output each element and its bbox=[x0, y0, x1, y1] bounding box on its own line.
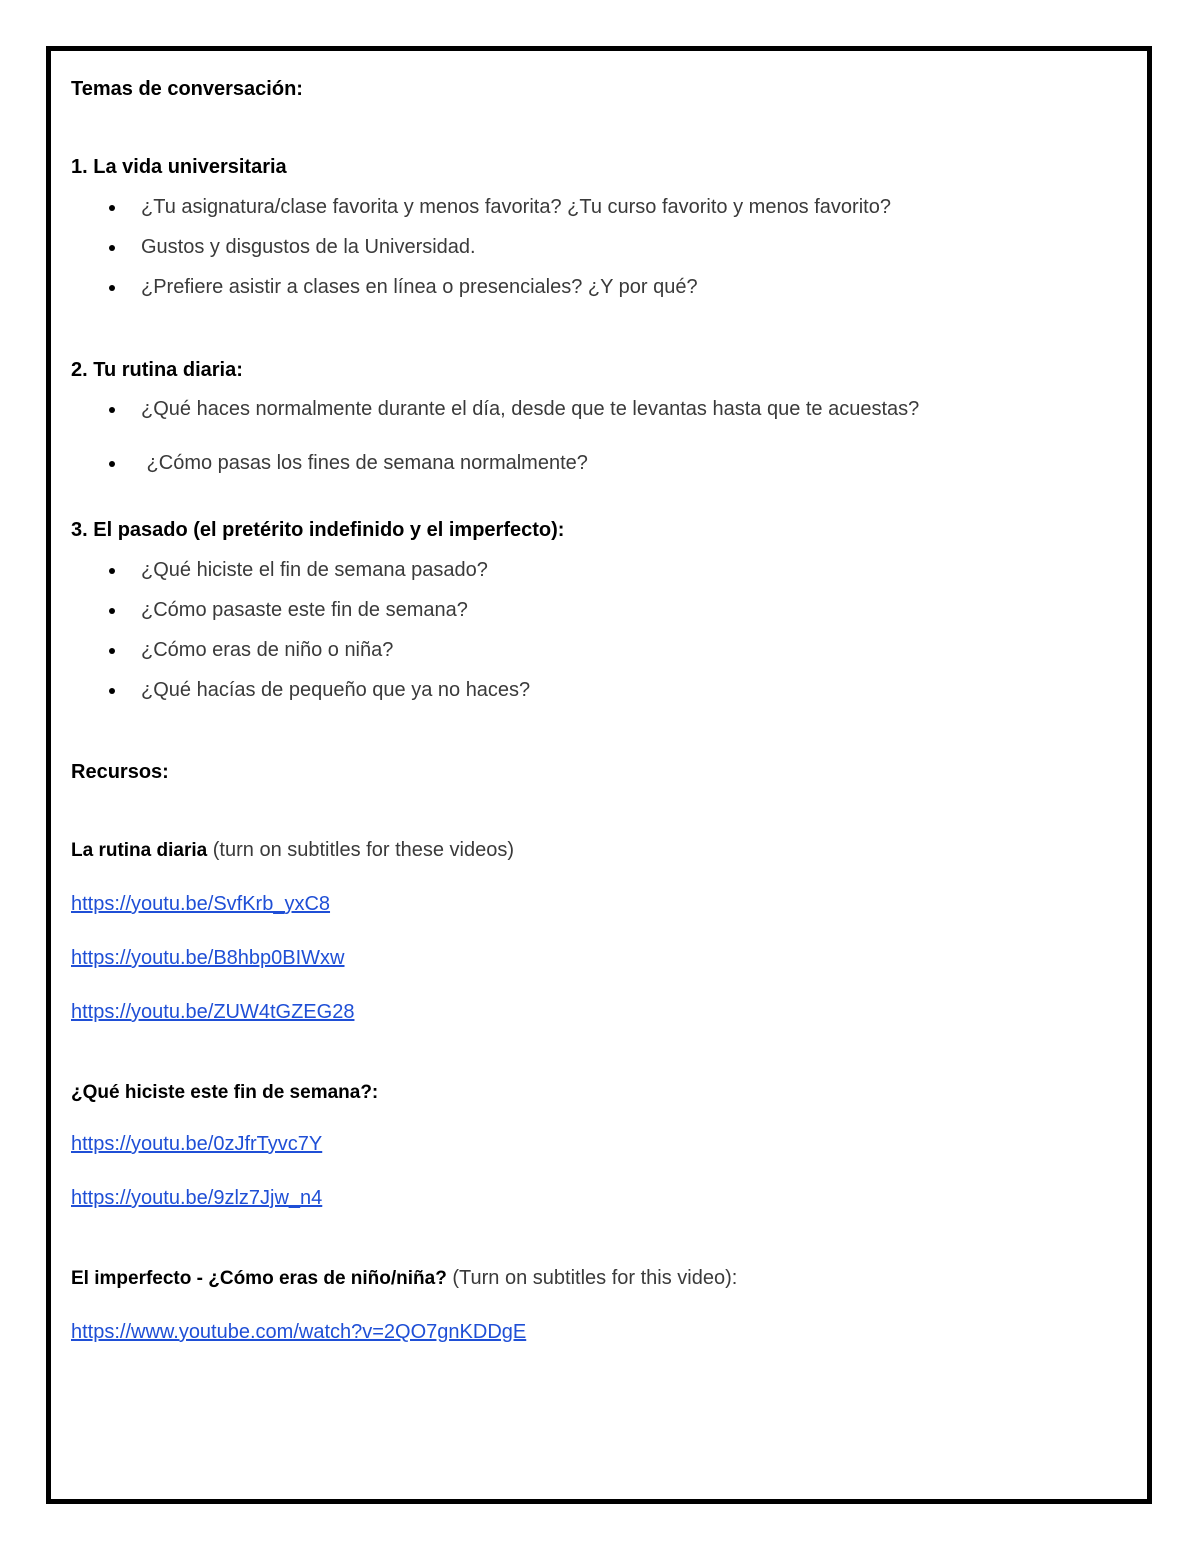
document-border bbox=[46, 46, 1152, 1504]
list-item: ¿Tu asignatura/clase favorita y menos favorita? ¿Tu curso favorito y menos favorito? bbox=[71, 195, 891, 219]
video-link[interactable]: https://youtu.be/B8hbp0BIWxw bbox=[71, 947, 345, 969]
bullet-icon bbox=[109, 285, 115, 291]
document-heading: Temas de conversación: bbox=[71, 78, 303, 100]
bullet-icon bbox=[109, 648, 115, 654]
bullet-icon bbox=[109, 608, 115, 614]
bullet-icon bbox=[109, 688, 115, 694]
section-3-title: 3. El pasado (el pretérito indefinido y el imperfecto): bbox=[71, 519, 565, 541]
resource-group-1-title: La rutina diaria (turn on subtitles for these videos) bbox=[71, 839, 515, 861]
video-link[interactable]: https://www.youtube.com/watch?v=2QO7gnKDDgE bbox=[71, 1321, 527, 1343]
list-item: ¿Qué haces normalmente durante el día, desde que te levantas hasta que te acuestas? bbox=[71, 397, 919, 421]
list-item: ¿Cómo pasaste este fin de semana? bbox=[71, 598, 468, 622]
list-item: ¿Qué hiciste el fin de semana pasado? bbox=[71, 558, 488, 582]
list-item: ¿Cómo pasas los fines de semana normalmente? bbox=[71, 451, 588, 475]
resources-heading: Recursos: bbox=[71, 761, 169, 783]
section-2-title: 2. Tu rutina diaria: bbox=[71, 359, 243, 381]
bullet-icon bbox=[109, 205, 115, 211]
resource-group-2-title: ¿Qué hiciste este fin de semana?: bbox=[71, 1082, 379, 1103]
bullet-icon bbox=[109, 461, 115, 467]
list-item: ¿Qué hacías de pequeño que ya no haces? bbox=[71, 678, 530, 702]
video-link[interactable]: https://youtu.be/ZUW4tGZEG28 bbox=[71, 1001, 355, 1023]
resource-group-3-title: El imperfecto - ¿Cómo eras de niño/niña? (Turn on subtitles for this video): bbox=[71, 1267, 738, 1289]
bullet-icon bbox=[109, 407, 115, 413]
video-link[interactable]: https://youtu.be/0zJfrTyvc7Y bbox=[71, 1133, 323, 1155]
bullet-icon bbox=[109, 245, 115, 251]
bullet-icon bbox=[109, 568, 115, 574]
section-1-title: 1. La vida universitaria bbox=[71, 156, 287, 178]
list-item: Gustos y disgustos de la Universidad. bbox=[71, 235, 476, 259]
list-item: ¿Prefiere asistir a clases en línea o presenciales? ¿Y por qué? bbox=[71, 275, 698, 299]
list-item: ¿Cómo eras de niño o niña? bbox=[71, 638, 393, 662]
video-link[interactable]: https://youtu.be/SvfKrb_yxC8 bbox=[71, 893, 331, 915]
video-link[interactable]: https://youtu.be/9zlz7Jjw_n4 bbox=[71, 1187, 323, 1209]
